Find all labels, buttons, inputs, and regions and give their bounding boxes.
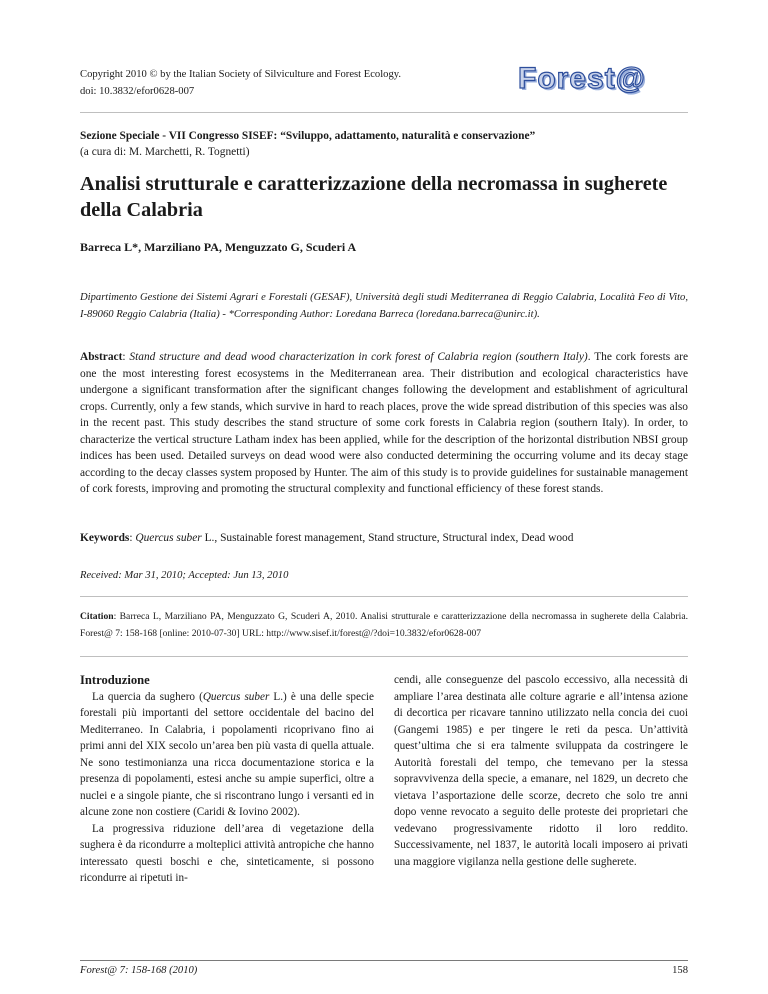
affiliation: Dipartimento Gestione dei Sistemi Agrari e Forestali (GESAF), Università degli studi Mediterranea di Reggio Calabria, Località Feo di Vito, I-89060 Reggio Calabria (Italia) - *Corresponding Author: Loredana Barreca (loredana.barreca@unirc.it). [80,292,688,320]
section-heading-introduzione: Introduzione [80,673,150,687]
citation-label: Citation [80,611,114,622]
body-column-left [80,672,374,887]
citation [80,609,688,643]
keyword-species: Quercus suber [135,532,202,544]
section-title: Sezione Speciale - VII Congresso SISEF: “Sviluppo, adattamento, naturalità e conservazione” [80,130,536,142]
paragraph-text: La quercia da sughero ( [92,690,203,703]
abstract-label: Abstract [80,351,123,363]
abstract: Abstract: Stand structure and dead wood characterization in cork forest of Calabria region (southern Italy). The cork forests are one the most interesting forest ecosystems in the Mediterranean area. Their distribution and ecological characteristics have undergone a significant transformation after the significant changes following the development and establishment of agricultural crops. Currently, only a few stands, which survive in hard to reach places, prove the wide spread distribution of this species was also in the recent past. This study describes the stand structure of some cork forests in Calabria region (southern Italy). In order, to characterize the vertical structure Latham index has been applied, while for the description of the horizontal distribution NBSI group indices has been used. Detailed surveys on dead wood were also conducted determining the occurring volume and its decay stage according to the decay classes system proposed by Hunter. The aim of this study is to provide guidelines for sustainable management of cork forests, improving and promoting the structural complexity and functional efficiency of these forest stands. [80,351,688,495]
doi-line: doi: 10.3832/efor0628-007 [80,86,195,97]
keyword-list: L., Sustainable forest management, Stand structure, Structural index, Dead wood [201,532,574,544]
citation-top-divider [80,596,688,597]
citation-bottom-divider [80,656,688,657]
abstract-title: Stand structure and dead wood characterization in cork forest of Calabria region (southern Italy) [129,351,588,363]
species-name: Quercus suber [202,690,270,703]
article-title: Analisi strutturale e caratterizzazione della necromassa in sugherete della Calabria [80,173,668,221]
copyright-line: Copyright 2010 © by the Italian Society of Silviculture and Forest Ecology. [80,69,402,80]
copyright-notice [80,66,401,100]
body-paragraph: La progressiva riduzione dell’area di vegetazione della sughera è da ricondurre a molteplici attività antropiche che hanno interessato questi boschi e che, sinteticamente, si possono ricondurre ai ripetuti in- [80,822,374,884]
keywords: Keywords: Quercus suber L., Sustainable forest management, Stand structure, Structural index, Dead wood [80,532,574,544]
paragraph-text: L.) è una delle specie forestali più importanti del settore occidentale del bacino del Mediterraneo. In Calabria, i popolamenti ricoprivano fino ai primi anni del XIX secolo un’area ben più vasta di quella attuale. Ne sono testimonianza una ricca documentazione storica e la presenza di popolamenti, estesi anche su ampie superfici, oltre a nuclei e a singole piante, che si riscontrano lungo i versanti ed in alcune zone non costiere (Caridi & Iovino 2002). [80,690,375,818]
abstract-text: . The cork forests are one the most interesting forest ecosystems in the Mediterranean area. Their distribution and ecological characteristics have undergone a significant transformation after the significant changes following the development and establishment of agricultural crops. Currently, only a few stands, which survive in hard to reach places, prove the wide spread distribution of this species was also in the recent past. This study describes the stand structure of some cork forests in Calabria region (southern Italy). In order, to characterize the vertical structure Latham index has been applied, while for the description of the horizontal distribution NBSI group indices has been used. Detailed surveys on dead wood were also conducted determining the occurring volume and its decay stage according to the decay classes system proposed by Hunter. The aim of this study is to provide guidelines for sustainable management of cork forests, improving and promoting the structural complexity and functional efficiency of these forest stands. [80,351,688,495]
received-accepted-dates: Received: Mar 31, 2010; Accepted: Jun 13, 2010 [80,570,289,581]
body-column-right [394,672,688,870]
special-section-info [80,128,688,160]
author-list: Barreca L*, Marziliano PA, Menguzzato G, Scuderi A [80,240,357,254]
footer-divider [80,960,688,961]
keywords-label: Keywords [80,532,130,544]
citation-text: : Barreca L, Marziliano PA, Menguzzato G, Scuderi A, 2010. Analisi strutturale e caratterizzazione della necromassa in sugherete della Calabria. Forest@ 7: 158-168 [online: 2010-07-30] URL: http://www.sisef.it/forest@/?doi=10.3832/efor0628-007 [80,611,688,639]
body-paragraph [80,689,374,821]
header-divider [80,112,688,113]
forest-logo: Forest@ [518,62,646,95]
footer-journal: Forest@ 7: 158-168 (2010) [80,965,198,976]
page-number: 158 [672,965,688,976]
section-editors: (a cura di: M. Marchetti, R. Tognetti) [80,146,250,158]
body-paragraph: cendi, alle conseguenze del pascolo eccessivo, alla necessità di ampliare l’area destinata alle colture agrarie e all’intensa azione di decortica per ricavare tannino utilizzato nella concia dei cuoi (Gangemi 1985) e per tingere le reti da pesca. Un’attività quest’ultima che si era talmente sviluppata da costringere le Autorità forestali del tempo, che temevano per la stessa sopravvivenza della specie, a emanare, nel 1829, un decreto che vietava l’asportazione delle scorze, decreto che solo tre anni dopo venne revocato a seguito delle proteste dei proprietari che vedevano progressivamente ridotto il loro reddito. Successivamente, nel 1837, le autorità locali imposero ai privati una maggiore vigilanza nella gestione delle sugherete. [394,674,688,868]
